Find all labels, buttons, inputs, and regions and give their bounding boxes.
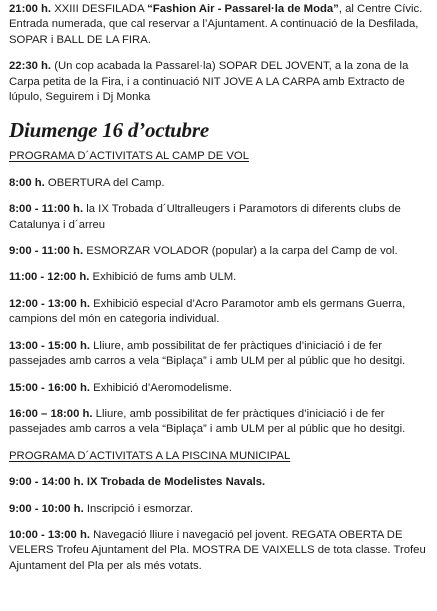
schedule-item <box>9 202 429 233</box>
event-text: Inscripció i esmorzar. <box>83 502 193 515</box>
event-text: , al Centre Cívic. Entrada numerada, que cal reservar a l’Ajuntament. A continuació de la Desfilada, SOPAR i BALL DE LA FIRA. <box>9 3 423 46</box>
event-text: Exhibició especial d’Acro Paramotor amb els germans Guerra, campions del món en categoria individual. <box>9 297 406 326</box>
event-text: IX Trobada de Modelistes Navals. <box>83 476 266 489</box>
event-time: 10:00 - 13:00 h. <box>9 528 91 541</box>
event-time: 16:00 – 18:00 h. <box>9 407 93 420</box>
event-time: 8:00 h. <box>9 176 45 189</box>
event-text: Navegació lliure i navegació pel jovent. REGATA OBERTA DE VELERS Trofeu Ajuntament del Pla. MOSTRA DE VAIXELLS de tota classe. Trofeu Ajuntament del Pla per als més votats. <box>9 528 426 572</box>
schedule-item <box>9 176 429 191</box>
event-time: 9:00 - 10:00 h. <box>9 502 84 515</box>
schedule-item <box>9 528 429 574</box>
schedule-item <box>9 502 429 517</box>
event-text: la IX Trobada d´Ultralleugers i Paramotors di diferents clubs de Catalunya i d´arreu <box>9 203 401 231</box>
event-text: ESMORZAR VOLADOR (popular) a la carpa del Camp de vol. <box>83 245 398 258</box>
schedule-item <box>9 339 429 370</box>
schedule-item <box>9 475 429 490</box>
event-text: Lliure, amb possibilitat de fer pràctiques d’iniciació i de fer passejades amb carros a vela “Biplaça” i amb ULM per al públic que ho desitgi. <box>9 339 406 368</box>
schedule-item <box>9 244 429 259</box>
event-text: OBERTURA del Camp. <box>44 176 165 189</box>
event-highlight: “Fashion Air - Passarel·la de Moda” <box>147 3 339 15</box>
event-time: 21:00 h. <box>9 3 52 15</box>
schedule-item <box>9 381 429 396</box>
event-time: 11:00 - 12:00 h. <box>9 271 90 284</box>
event-time: 22:30 h. <box>9 60 52 73</box>
event-text: (Un cop acabada la Passarel·la) SOPAR DEL JOVENT, a la zona de la Carpa petita de la Fira, i a continuació NIT JOVE A LA CARPA amb Extracto de lúpulo, Seguirem i Dj Monka <box>9 60 409 104</box>
section-title-camp-de-vol: PROGRAMA D´ACTIVITATS AL CAMP DE VOL <box>9 150 250 163</box>
event-text: Exhibició d’Aeromodelisme. <box>90 381 232 394</box>
event-text: Lliure, amb possibilitat de fer pràctiques d’iniciació i de fer passejades amb carros a vela “Biplaça” i amb ULM per al públic que ho desitgi. <box>9 407 406 436</box>
event-time: 9:00 - 11:00 h. <box>9 245 84 258</box>
event-text: XXIII DESFILADA <box>51 3 148 15</box>
event-time: 13:00 - 15:00 h. <box>9 339 91 352</box>
section-camp-de-vol-list <box>9 176 429 438</box>
day-heading: Diumenge 16 d’octubre <box>9 118 209 143</box>
intro-paragraph-2 <box>9 59 429 105</box>
event-time: 9:00 - 14:00 h. <box>9 476 84 489</box>
schedule-item <box>9 407 429 438</box>
event-time: 8:00 - 11:00 h. <box>9 203 84 216</box>
event-time: 12:00 - 13:00 h. <box>9 297 91 310</box>
intro-paragraph-1 <box>9 2 429 48</box>
event-text: Exhibició de fums amb ULM. <box>89 271 237 284</box>
schedule-item <box>9 270 429 285</box>
section-piscina-list <box>9 475 429 574</box>
event-time: 15:00 - 16:00 h. <box>9 381 91 394</box>
section-title-piscina-municipal: PROGRAMA D´ACTIVITATS A LA PISCINA MUNICIPAL <box>9 449 291 462</box>
schedule-item <box>9 297 429 328</box>
